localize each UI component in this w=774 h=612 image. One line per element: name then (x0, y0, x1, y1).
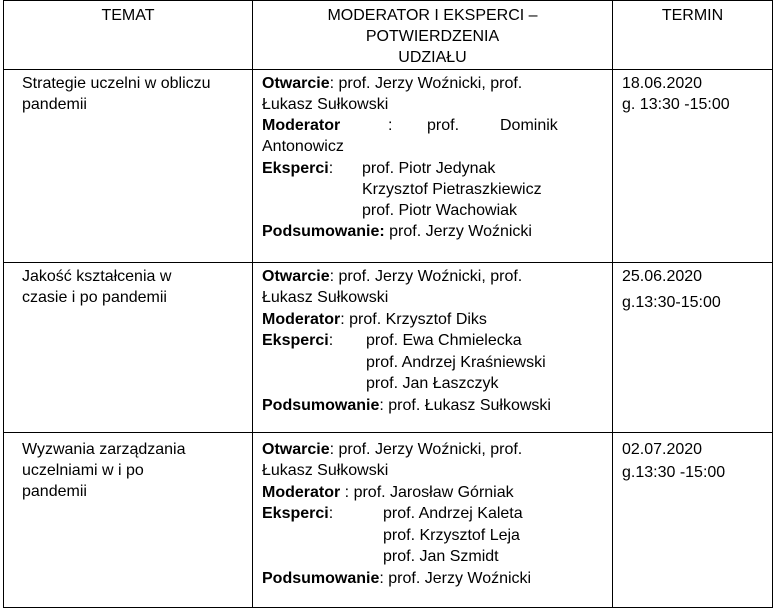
header-separator (3, 69, 773, 70)
row3-moderator: Moderator : prof. Jarosław Górniak (262, 484, 514, 501)
row2-summary: Podsumowanie: prof. Łukasz Sułkowski (262, 397, 551, 414)
row1-date: 18.06.2020 (622, 75, 703, 92)
row2-time: g.13:30-15:00 (622, 294, 721, 311)
row3-expert-2: prof. Krzysztof Leja (383, 527, 520, 544)
row3-expert-3: prof. Jan Szmidt (383, 548, 499, 565)
row1-separator (3, 262, 773, 263)
table-border-bottom (3, 607, 773, 608)
row2-moderator: Moderator: prof. Krzysztof Diks (262, 311, 487, 328)
row1-opening-text: : prof. Jerzy Woźnicki, prof. (329, 75, 523, 92)
row3-topic-line3: pandemii (22, 483, 87, 500)
row1-moderator-prof: prof. (427, 117, 460, 134)
row2-expert-3: prof. Jan Łaszczyk (366, 375, 499, 392)
row1-summary: Podsumowanie: prof. Jerzy Woźnicki (262, 223, 532, 240)
header-topic: TEMAT (101, 7, 155, 24)
row1-moderator-cont: Antonowicz (262, 138, 344, 155)
row1-experts-label: Eksperci: (262, 160, 334, 177)
row1-moderator-first: Dominik (500, 117, 558, 134)
row1-moderator-colon: : (388, 117, 393, 134)
row2-opening: Otwarcie: prof. Jerzy Woźnicki, prof. (262, 268, 523, 285)
row3-time: g.13:30 -15:00 (622, 464, 726, 481)
row2-experts-label: Eksperci: (262, 332, 334, 349)
row3-experts-label: Eksperci: (262, 505, 334, 522)
row1-moderator-label: Moderator (262, 117, 341, 134)
header-date: TERMIN (661, 7, 724, 24)
row1-time: g. 13:30 -15:00 (622, 96, 730, 113)
row2-expert-2: prof. Andrzej Kraśniewski (366, 354, 546, 371)
row1-topic-line1: Strategie uczelni w obliczu (22, 75, 211, 92)
row3-opening-cont: Łukasz Sułkowski (262, 462, 389, 479)
row2-topic-line1: Jakość kształcenia w (22, 268, 172, 285)
column-divider-1 (252, 0, 253, 608)
row2-topic-line2: czasie i po pandemii (22, 289, 167, 306)
row1-opening-label: Otwarcie (262, 75, 330, 92)
row3-summary: Podsumowanie: prof. Jerzy Woźnicki (262, 570, 532, 587)
row3-topic-line2: uczelniami w i po (22, 462, 144, 479)
table-border-left (3, 0, 4, 608)
row3-date: 02.07.2020 (622, 441, 703, 458)
row2-separator (3, 432, 773, 433)
row3-opening: Otwarcie: prof. Jerzy Woźnicki, prof. (262, 441, 523, 458)
row2-date: 25.06.2020 (622, 268, 703, 285)
row1-opening (262, 73, 522, 94)
table-border-right (772, 0, 773, 608)
row2-opening-cont: Łukasz Sułkowski (262, 289, 389, 306)
row3-topic-line1: Wyzwania zarządzania (22, 441, 186, 458)
row2-expert-1: prof. Ewa Chmielecka (366, 332, 522, 349)
column-divider-2 (612, 0, 613, 608)
row1-expert-3: prof. Piotr Wachowiak (362, 202, 518, 219)
table-border-top (3, 0, 773, 1)
header-moderator-line2: POTWIERDZENIA (365, 28, 500, 45)
row1-opening-cont: Łukasz Sułkowski (262, 96, 389, 113)
row3-expert-1: prof. Andrzej Kaleta (383, 505, 523, 522)
header-moderator-line1: MODERATOR I EKSPERCI – (327, 7, 538, 24)
row1-expert-1: prof. Piotr Jedynak (362, 160, 496, 177)
row1-expert-2: Krzysztof Pietraszkiewicz (362, 181, 542, 198)
row1-topic-line2: pandemii (22, 96, 87, 113)
header-moderator-line3: UDZIAŁU (398, 49, 467, 66)
